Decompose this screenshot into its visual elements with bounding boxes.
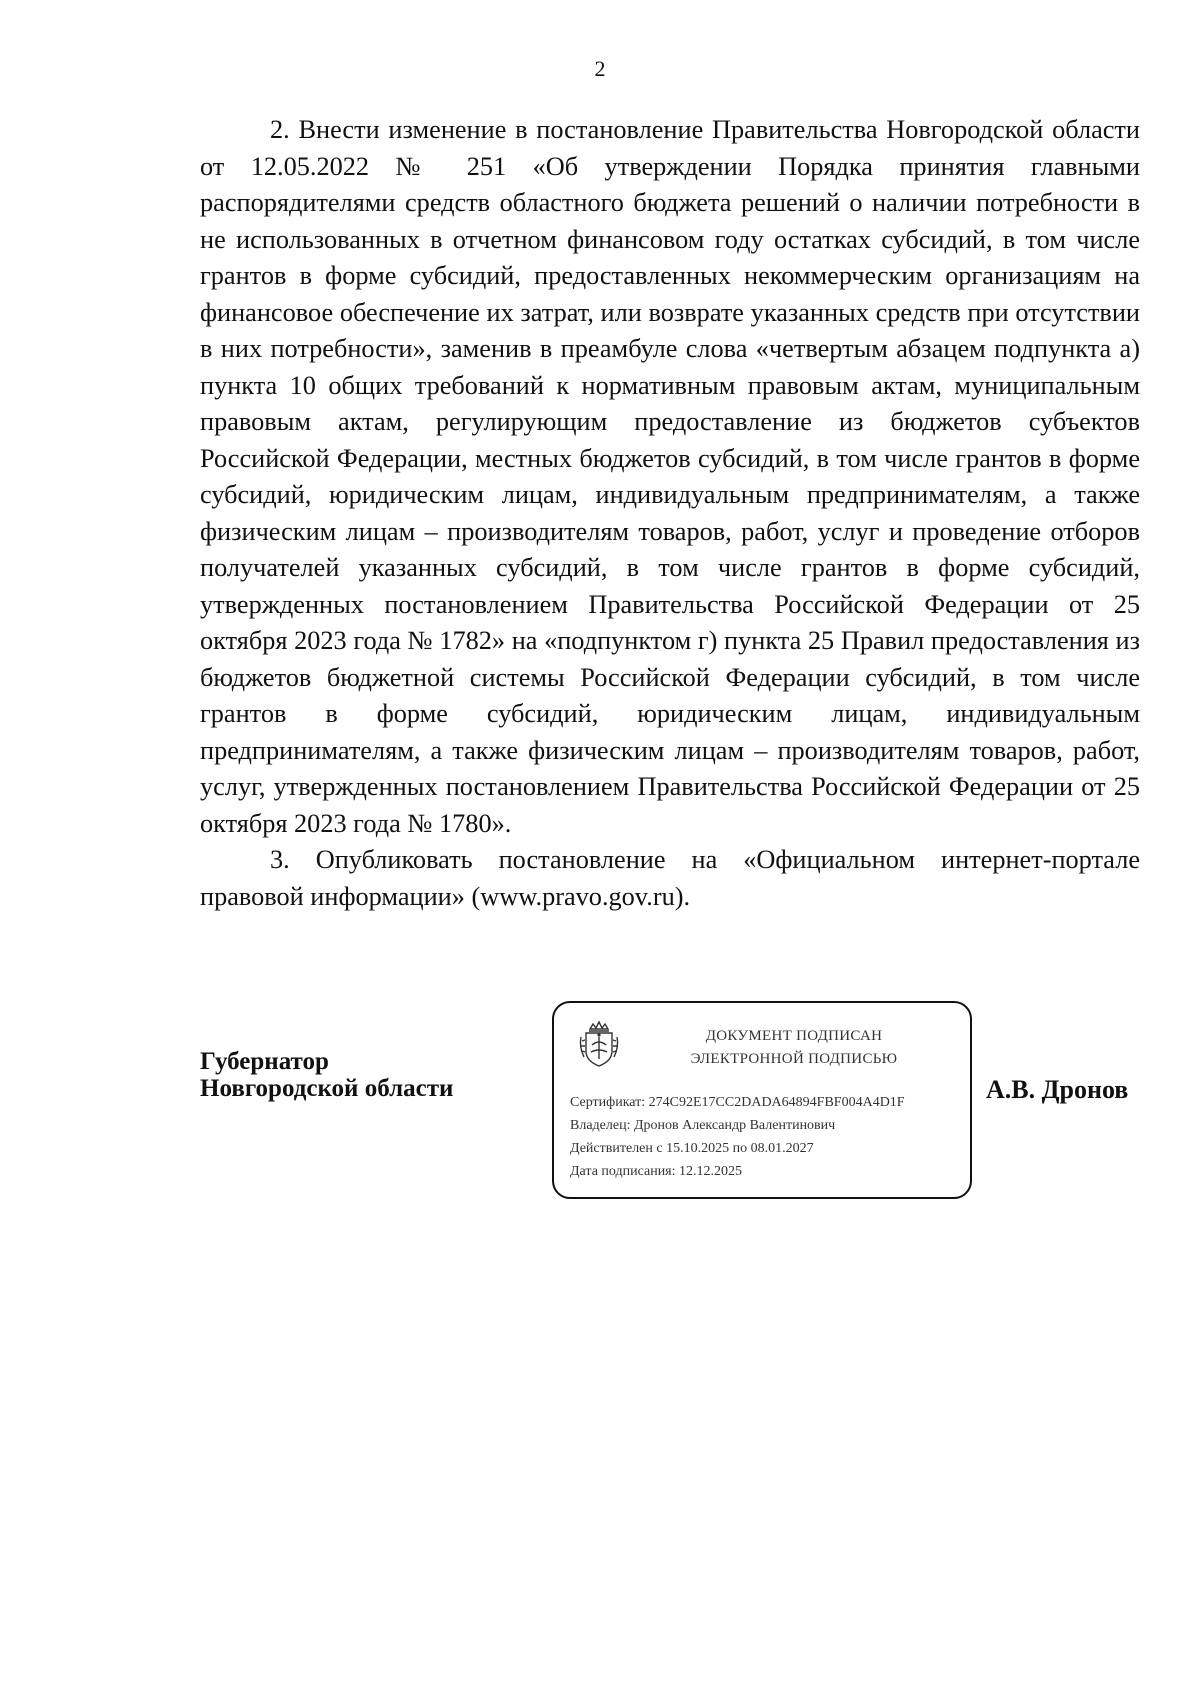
electronic-signature-stamp	[552, 1001, 972, 1199]
document-body	[200, 112, 1140, 915]
page-number: 2	[594, 56, 606, 81]
stamp-validity: Действителен с 15.10.2025 по 08.01.2027	[570, 1141, 814, 1156]
stamp-certificate: Сертификат: 274C92E17CC2DADA64894FBF004A4D1F	[570, 1095, 905, 1110]
signer-title-line1: Губернатор	[200, 1048, 329, 1075]
signer-name: А.В. Дронов	[986, 1075, 1129, 1104]
stamp-header-line2: ЭЛЕКТРОННОЙ ПОДПИСЬЮ	[690, 1051, 898, 1067]
stamp-signed-date: Дата подписания: 12.12.2025	[570, 1164, 743, 1179]
coat-of-arms-icon	[578, 1019, 620, 1069]
stamp-owner: Владелец: Дронов Александр Валентинович	[570, 1118, 836, 1133]
stamp-header-line1: ДОКУМЕНТ ПОДПИСАН	[705, 1028, 883, 1044]
stamp-header	[634, 1025, 954, 1071]
stamp-details	[570, 1091, 966, 1183]
signer-title	[200, 1048, 453, 1102]
paragraph-2: 2. Внести изменение в постановление Правительства Новгородской области от 12.05.2022 № 251 «Об утверждении Порядка принятия главными распорядителями средств областного бюджета решений о наличии потребности в не использованных в отчетном финансовом году остатках субсидий, в том числе грантов в форме субсидий, предоставленных некоммерческим организациям на финансовое обеспечение их затрат, или возврате указанных средств при отсутствии в них потребности», заменив в преамбуле слова «четвертым абзацем подпункта а) пункта 10 общих требований к нормативным правовым актам, муниципальным правовым актам, регулирующим предоставление из бюджетов субъектов Российской Федерации, местных бюджетов субсидий, в том числе грантов в форме субсидий, юридическим лицам, индивидуальным предпринимателям, а также физическим лицам – производителям товаров, работ, услуг и проведение отборов получателей указанных субсидий, в том числе грантов в форме субсидий, утвержденных постановлением Правительства Российской Федерации от 25 октября 2023 года № 1782» на «подпунктом г) пункта 25 Правил предоставления из бюджетов бюджетной системы Российской Федерации субсидий, в том числе грантов в форме субсидий, юридическим лицам, индивидуальным предпринимателям, а также физическим лицам – производителям товаров, работ, услуг, утвержденных постановлением Правительства Российской Федерации от 25 октября 2023 года № 1780».	[200, 115, 1140, 838]
paragraph-3: 3. Опубликовать постановление на «Официальном интернет-портале правовой информации» (www.pravo.gov.ru).	[200, 845, 1140, 911]
signer-title-line2: Новгородской области	[200, 1075, 454, 1102]
